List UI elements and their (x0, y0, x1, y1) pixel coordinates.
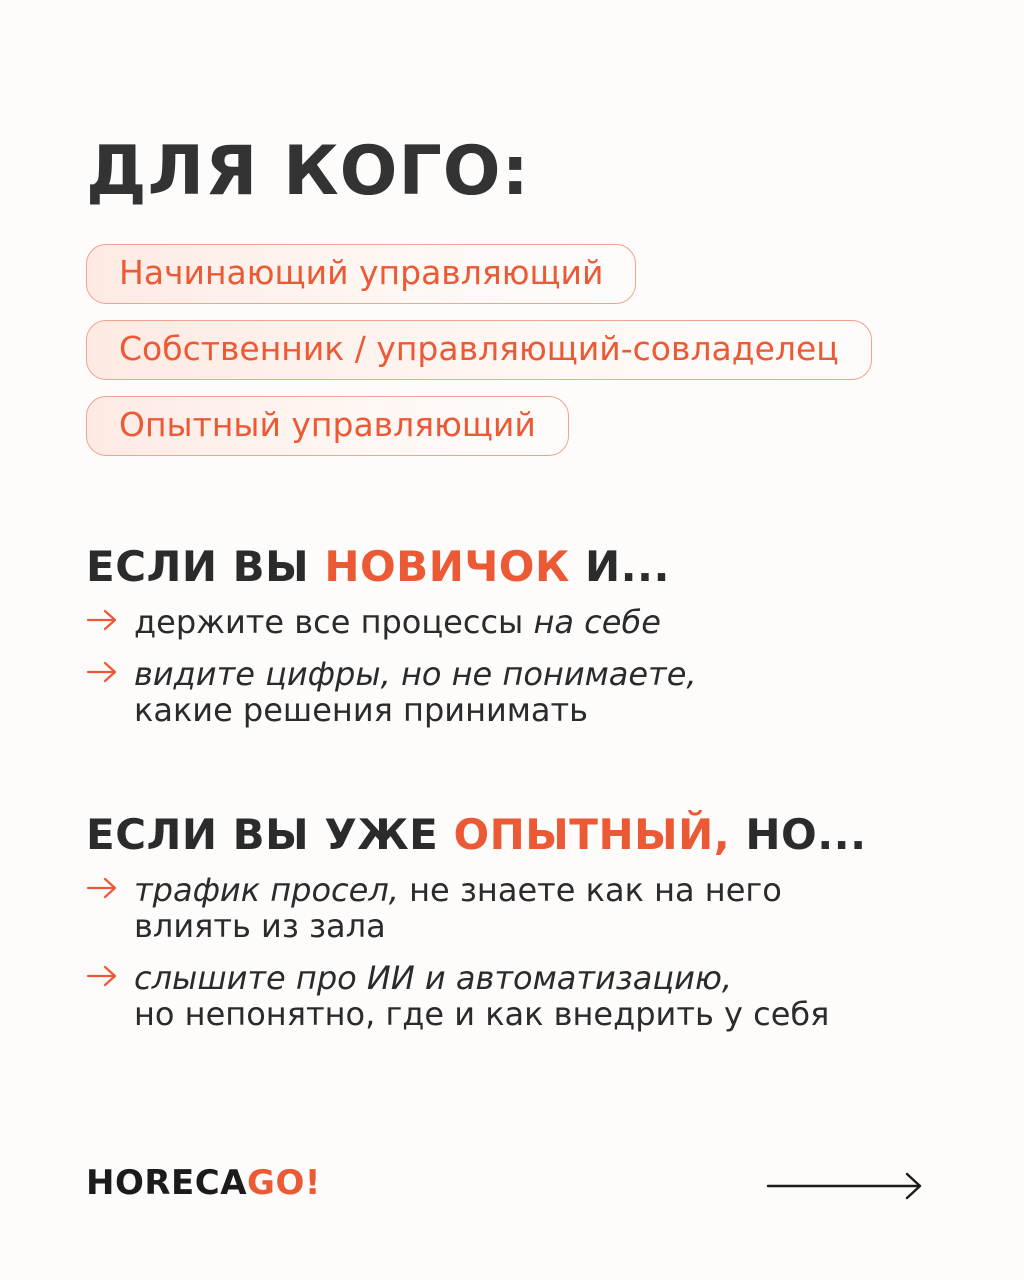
page-title: ДЛЯ КОГО: (86, 132, 530, 211)
item-text: влиять из зала (134, 907, 386, 945)
list-item (86, 604, 966, 640)
list-item (86, 656, 966, 728)
logo-main: HORECA (86, 1163, 248, 1203)
item-emphasis: трафик просел, (134, 871, 399, 909)
item-text: не знаете как на него (398, 871, 782, 909)
heading-text: ЕСЛИ ВЫ УЖЕ (86, 810, 454, 859)
arrow-right-icon (86, 964, 118, 988)
list-item (86, 960, 966, 1032)
list-item (86, 872, 966, 944)
item-emphasis: на себе (533, 603, 661, 641)
heading-accent: НОВИЧОК (324, 542, 570, 591)
audience-pill: Опытный управляющий (86, 396, 569, 456)
long-arrow-right-icon[interactable] (766, 1170, 924, 1202)
audience-pill-list (86, 244, 872, 472)
audience-pill: Собственник / управляющий-совладелец (86, 320, 872, 380)
logo-accent: GO! (247, 1163, 321, 1203)
arrow-right-icon (86, 608, 118, 632)
experienced-list (86, 872, 966, 1048)
item-text: держите все процессы (134, 603, 534, 641)
arrow-right-icon (86, 876, 118, 900)
heading-text: ЕСЛИ ВЫ (86, 542, 325, 591)
arrow-right-icon (86, 660, 118, 684)
section-heading-experienced (86, 810, 867, 859)
audience-pill: Начинающий управляющий (86, 244, 636, 304)
heading-text: И... (569, 542, 670, 591)
item-text: какие решения принимать (134, 691, 589, 729)
item-text: но непонятно, где и как внедрить у себя (134, 995, 830, 1033)
item-emphasis: видите цифры, но не понимаете, (134, 655, 697, 693)
item-emphasis: слышите про ИИ и автоматизацию, (134, 959, 733, 997)
section-heading-beginner (86, 542, 670, 591)
heading-text: НО... (730, 810, 867, 859)
beginner-list (86, 604, 966, 744)
brand-logo (86, 1163, 321, 1203)
heading-accent: ОПЫТНЫЙ, (453, 810, 731, 859)
